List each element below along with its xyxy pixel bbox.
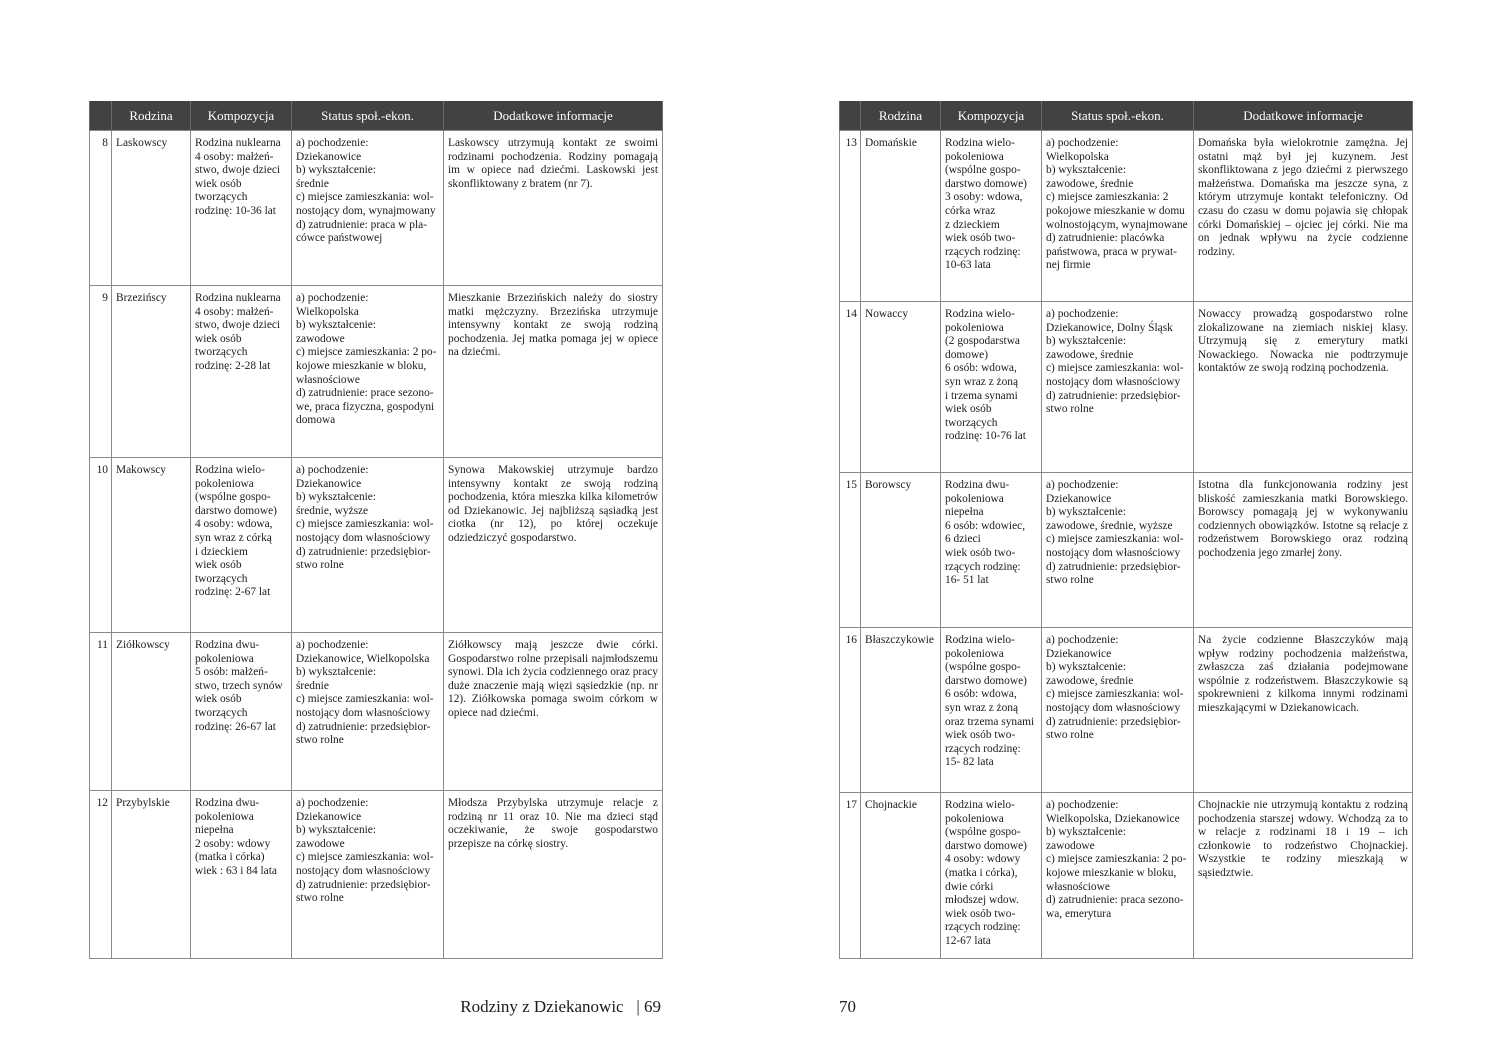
family-name: Borowscy xyxy=(861,473,941,628)
row-number: 17 xyxy=(840,793,861,959)
socio-economic-status: a) pochodzenie: Dziekanowice b) wykształcenie: zawodowe c) miejsce zamieszkania: wol- nostojący dom własnościowy d) zatrudnienie: przedsiębior- stwo rolne xyxy=(292,791,444,959)
family-composition: Rodzina dwu- pokoleniowa niepełna 2 osoby: wdowy (matka i córka) wiek : 63 i 84 lata xyxy=(191,791,292,959)
header-info: Dodatkowe informacje xyxy=(1194,101,1413,131)
family-table-left xyxy=(89,101,663,959)
row-number: 16 xyxy=(840,628,861,793)
additional-info: Nowaccy prowadzą gospodarstwo rolne zlokalizowane na ziemiach niskiej klasy. Utrzymują się z emerytury matki Nowackiego. Nowacka nie podtrzymuje kontaktów ze swoją rodziną pochodzenia. xyxy=(1194,302,1413,473)
socio-economic-status: a) pochodzenie: Wielkopolska b) wykształcenie: zawodowe c) miejsce zamieszkania: 2 po- kojowe mieszkanie w bloku, własnościowe d) zatrudnienie: prace sezono- we, praca fizyczna, gospodyni domowa xyxy=(292,286,444,458)
family-composition: Rodzina wielo- pokoleniowa (wspólne gospo- darstwo domowe) 4 osoby: wdowa, syn wraz z córką i dzieckiem wiek osób tworzących rodzinę: 2-67 lat xyxy=(191,458,292,633)
header-family: Rodzina xyxy=(861,101,941,131)
family-name: Ziółkowscy xyxy=(112,633,191,791)
row-number: 14 xyxy=(840,302,861,473)
header-status: Status społ.-ekon. xyxy=(1042,101,1194,131)
header-status: Status społ.-ekon. xyxy=(292,101,444,131)
header-num xyxy=(90,101,112,131)
socio-economic-status: a) pochodzenie: Dziekanowice, Dolny Śląsk b) wykształcenie: zawodowe, średnie c) miejsce zamieszkania: wol- nostojący dom własnościowy d) zatrudnienie: przedsiębior- stwo rolne xyxy=(1042,302,1194,473)
family-name: Makowscy xyxy=(112,458,191,633)
row-number: 15 xyxy=(840,473,861,628)
family-name: Nowaccy xyxy=(861,302,941,473)
socio-economic-status: a) pochodzenie: Dziekanowice, Wielkopolska b) wykształcenie: średnie c) miejsce zamieszkania: wol- nostojący dom własnościowy d) zatrudnienie: przedsiębior- stwo rolne xyxy=(292,633,444,791)
family-name: Chojnackie xyxy=(861,793,941,959)
table-row xyxy=(840,473,1413,628)
table-row xyxy=(90,286,663,458)
family-composition: Rodzina wielo- pokoleniowa (wspólne gospo- darstwo domowe) 3 osoby: wdowa, córka wraz z dzieckiem wiek osób two- rzących rodzinę: 10-63 lata xyxy=(941,131,1042,302)
additional-info: Mieszkanie Brzezińskich należy do siostry matki mężczyzny. Brzezińska utrzymuje intensywny kontakt ze swoją rodziną pochodzenia. Jej matka pomaga jej w opiece na dziećmi. xyxy=(444,286,663,458)
table-row xyxy=(840,302,1413,473)
header-family: Rodzina xyxy=(112,101,191,131)
socio-economic-status: a) pochodzenie: Wielkopolska b) wykształcenie: zawodowe, średnie c) miejsce zamieszkania: 2 pokojowe mieszkanie w domu wolnostojącym, wynajmowane d) zatrudnienie: placówka państwowa, praca w prywat- nej firmie xyxy=(1042,131,1194,302)
additional-info: Ziółkowscy mają jeszcze dwie córki. Gospodarstwo rolne przepisali najmłodszemu synowi. Dla ich życia codziennego oraz pracy duże znaczenie mają więzi sąsiedzkie (np. nr 12). Ziółkowska pomaga swoim córkom w opiece nad dziećmi. xyxy=(444,633,663,791)
additional-info: Młodsza Przybylska utrzymuje relacje z rodziną nr 11 oraz 10. Nie ma dzieci stąd oczekiwanie, że swoje gospodarstwo przepisze na córkę siostry. xyxy=(444,791,663,959)
table-header-row xyxy=(840,101,1413,131)
header-composition: Kompozycja xyxy=(191,101,292,131)
additional-info: Synowa Makowskiej utrzymuje bardzo intensywny kontakt ze swoją rodziną pochodzenia, która mieszka kilka kilometrów od Dziekanowic. Jej najbliższą sąsiadką jest ciotka (nr 12), po której oczekuje odziedziczyć gospodarstwo. xyxy=(444,458,663,633)
header-num xyxy=(840,101,861,131)
additional-info: Chojnackie nie utrzymują kontaktu z rodziną pochodzenia starszej wdowy. Wchodzą za to w relacje z rodzinami 18 i 19 – ich członkowie to rodzeństwo Chojnackiej. Wszystkie te rodziny mieszkają w sąsiedztwie. xyxy=(1194,793,1413,959)
additional-info: Istotna dla funkcjonowania rodziny jest bliskość zamieszkania matki Borowskiego. Borowscy pomagają jej w wykonywaniu codziennych obowiązków. Istotne są relacje z rodzeństwem Borowskiego oraz rodziną pochodzenia jego zmarłej żony. xyxy=(1194,473,1413,628)
additional-info: Laskowscy utrzymują kontakt ze swoimi rodzinami pochodzenia. Rodziny pomagają im w opiece nad dziećmi. Laskowski jest skonfliktowany z bratem (nr 7). xyxy=(444,131,663,286)
socio-economic-status: a) pochodzenie: Dziekanowice b) wykształcenie: zawodowe, średnie, wyższe c) miejsce zamieszkania: wol- nostojący dom własnościowy d) zatrudnienie: przedsiębior- stwo rolne xyxy=(1042,473,1194,628)
family-name: Laskowscy xyxy=(112,131,191,286)
row-number: 9 xyxy=(90,286,112,458)
row-number: 13 xyxy=(840,131,861,302)
row-number: 12 xyxy=(90,791,112,959)
table-header-row xyxy=(90,101,663,131)
family-table-right xyxy=(839,101,1413,959)
family-name: Przybylskie xyxy=(112,791,191,959)
table-row xyxy=(840,628,1413,793)
family-name: Brzezińscy xyxy=(112,286,191,458)
table-row xyxy=(840,131,1413,302)
table-row xyxy=(90,458,663,633)
socio-economic-status: a) pochodzenie: Dziekanowice b) wykształcenie: zawodowe, średnie c) miejsce zamieszkania: wol- nostojący dom własnościowy d) zatrudnienie: przedsiębior- stwo rolne xyxy=(1042,628,1194,793)
header-info: Dodatkowe informacje xyxy=(444,101,663,131)
table-row xyxy=(90,791,663,959)
row-number: 11 xyxy=(90,633,112,791)
additional-info: Domańska była wielokrotnie zamężna. Jej ostatni mąż był jej kuzynem. Jest skonfliktowana z jego dziećmi z pierwszego małżeństwa. Domańska ma jeszcze syna, z którym utrzymuje kontakt telefoniczny. Od czasu do czasu w domu pojawia się chłopak córki Domańskiej – ojciec jej córki. Nie ma on jednak wpływu na życie codzienne rodziny. xyxy=(1194,131,1413,302)
socio-economic-status: a) pochodzenie: Dziekanowice b) wykształcenie: średnie, wyższe c) miejsce zamieszkania: wol- nostojący dom własnościowy d) zatrudnienie: przedsiębior- stwo rolne xyxy=(292,458,444,633)
family-name: Domańskie xyxy=(861,131,941,302)
additional-info: Na życie codzienne Błaszczyków mają wpływ rodziny pochodzenia małżeństwa, zwłaszcza zaś działania podejmowane wspólnie z rodzeństwem. Błaszczykowie są spokrewnieni z kilkoma innymi rodzinami mieszkającymi w Dziekanowicach. xyxy=(1194,628,1413,793)
socio-economic-status: a) pochodzenie: Dziekanowice b) wykształcenie: średnie c) miejsce zamieszkania: wol- nostojący dom, wynajmowany d) zatrudnienie: praca w pla- cówce państwowej xyxy=(292,131,444,286)
table-row xyxy=(90,131,663,286)
family-composition: Rodzina dwu- pokoleniowa 5 osób: małżeń- stwo, trzech synów wiek osób tworzących rodzinę: 26-67 lat xyxy=(191,633,292,791)
row-number: 8 xyxy=(90,131,112,286)
family-composition: Rodzina dwu- pokoleniowa niepełna 6 osób: wdowiec, 6 dzieci wiek osób two- rzących rodzinę: 16- 51 lat xyxy=(941,473,1042,628)
table-row xyxy=(840,793,1413,959)
page-number-right: 70 xyxy=(839,997,856,1016)
family-composition: Rodzina wielo- pokoleniowa (wspólne gospo- darstwo domowe) 4 osoby: wdowy (matka i córka), dwie córki młodszej wdow. wiek osób two- rzących rodzinę: 12-67 lata xyxy=(941,793,1042,959)
family-composition: Rodzina wielo- pokoleniowa (wspólne gospo- darstwo domowe) 6 osób: wdowa, syn wraz z żoną oraz trzema synami wiek osób two- rzących rodzinę: 15- 82 lata xyxy=(941,628,1042,793)
family-composition: Rodzina nuklearna 4 osoby: małżeń- stwo, dwoje dzieci wiek osób tworzących rodzinę: 10-36 lat xyxy=(191,131,292,286)
family-composition: Rodzina nuklearna 4 osoby: małżeń- stwo, dwoje dzieci wiek osób tworzących rodzinę: 2-28 lat xyxy=(191,286,292,458)
page-footer-left: Rodziny z Dziekanowic | 69 xyxy=(460,997,661,1016)
row-number: 10 xyxy=(90,458,112,633)
family-composition: Rodzina wielo- pokoleniowa (2 gospodarstwa domowe) 6 osób: wdowa, syn wraz z żoną i trzema synami wiek osób tworzących rodzinę: 10-76 lat xyxy=(941,302,1042,473)
table-row xyxy=(90,633,663,791)
header-composition: Kompozycja xyxy=(941,101,1042,131)
socio-economic-status: a) pochodzenie: Wielkopolska, Dziekanowice b) wykształcenie: zawodowe c) miejsce zamieszkania: 2 po- kojowe mieszkanie w bloku, własnościowe d) zatrudnienie: praca sezono- wa, emerytura xyxy=(1042,793,1194,959)
family-name: Błaszczykowie xyxy=(861,628,941,793)
